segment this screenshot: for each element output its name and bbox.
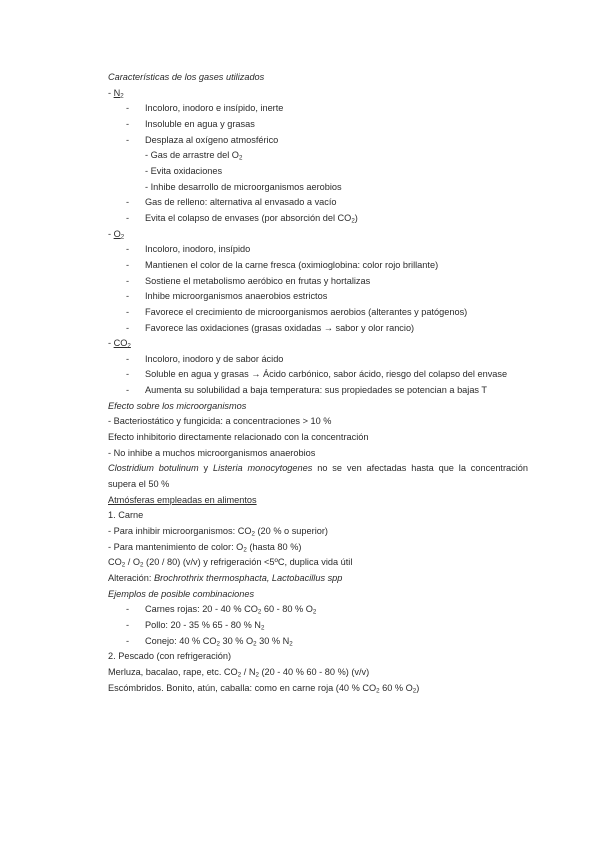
gas-heading-n2: - $N_2$ xyxy=(108,87,124,100)
list-item: - Sostiene el metabolismo aeróbico en frutas y hortalizas xyxy=(126,275,371,286)
sub-list-item: - Evita oxidaciones xyxy=(145,165,223,176)
sub-list-item: - Gas de arrastre del $O_2$ xyxy=(145,150,243,162)
pescado-title: 2. Pescado (con refrigeración) xyxy=(108,651,232,662)
list-item: - Gas de relleno: alternativa al envasado a vacío xyxy=(126,197,337,208)
list-item: - Carnes rojas: 20 - 40 % $CO_2$ 60 - 80 % $O_2$ xyxy=(126,604,317,616)
list-item: - Incoloro, inodoro y de sabor ácido xyxy=(126,353,284,364)
effect-line: Efecto inhibitorio directamente relacionado con la concentración xyxy=(108,432,369,443)
list-item: - Evita el colapso de envases (por absorción del $CO_2$) xyxy=(126,212,358,225)
list-item: - Favorece el crecimiento de microorganismos aerobios (alterantes y patógenos) xyxy=(126,306,468,317)
alteracion-line: Alteración: Brochrothrix thermosphacta, Lactobacillus spp xyxy=(108,573,343,583)
list-item: - Inhibe microorganismos anaerobios estrictos xyxy=(126,291,328,302)
effect-line: - Bacteriostático y fungicida: a concentraciones > 10 % xyxy=(108,416,332,427)
list-item: - Insoluble en agua y grasas xyxy=(126,118,255,129)
carne-line: - Para mantenimiento de color: $O_2$ (hasta 80 %) xyxy=(108,541,302,554)
list-item: - Conejo: 40 % $CO_2$ 30 % $O_2$ 30 % $N_2$ xyxy=(126,635,293,648)
document-page xyxy=(108,70,528,696)
pescado-line: Merluza, bacalao, rape, etc. $CO_2 / N_2$ (20 - 40 % 60 - 80 %) (v/v) xyxy=(108,666,370,679)
list-item: - Desplaza al oxígeno atmosférico xyxy=(126,134,279,145)
effect-heading: Efecto sobre los microorganismos xyxy=(108,400,247,411)
sub-list-item: - Inhibe desarrollo de microorganismos aerobios xyxy=(145,181,342,192)
list-item: - Soluble en agua y grasas → Ácido carbónico, sabor ácido, riesgo del colapso del envase xyxy=(126,369,508,380)
list-item: - Aumenta su solubilidad a baja temperatura: sus propiedades se potencian a bajas T xyxy=(126,385,488,396)
section-heading-gases: Características de los gases utilizados xyxy=(108,72,265,82)
list-item: - Mantienen el color de la carne fresca (oximioglobina: color rojo brillante) xyxy=(126,259,439,270)
carne-title: 1. Carne xyxy=(108,510,144,521)
pescado-line: Escómbridos. Bonito, atún, caballa: como en carne roja (40 % $CO_2$ 60 % $O_2$) xyxy=(108,682,420,695)
atmospheres-heading: Atmósferas empleadas en alimentos xyxy=(108,494,257,505)
gas-heading-o2: - $O_2$ xyxy=(108,228,125,241)
effect-line: - No inhibe a muchos microorganismos anaerobios xyxy=(108,447,316,458)
carne-line: - Para inhibir microorganismos: $CO_2$ (20 % o superior) xyxy=(108,526,328,538)
gas-heading-co2: - $CO_2$ xyxy=(108,338,131,350)
list-item: - Incoloro, inodoro e insípido, inerte xyxy=(126,103,284,114)
examples-heading: Ejemplos de posible combinaciones xyxy=(108,588,255,599)
clostridium-paragraph: Clostridium botulinum y Listeria monocytogenes no se ven afectadas hasta que la concentración supera el 50 % xyxy=(108,463,528,490)
list-item: - Incoloro, inodoro, insípido xyxy=(126,244,251,255)
carne-line: $CO_2 / O_2$ (20 / 80) (v/v) y refrigeración <5ºC, duplica vida útil xyxy=(108,557,353,569)
list-item: - Favorece las oxidaciones (grasas oxidadas → sabor y olor rancio) xyxy=(126,322,415,333)
list-item: - Pollo: 20 - 35 % 65 - 80 % $N_2$ xyxy=(126,619,265,632)
